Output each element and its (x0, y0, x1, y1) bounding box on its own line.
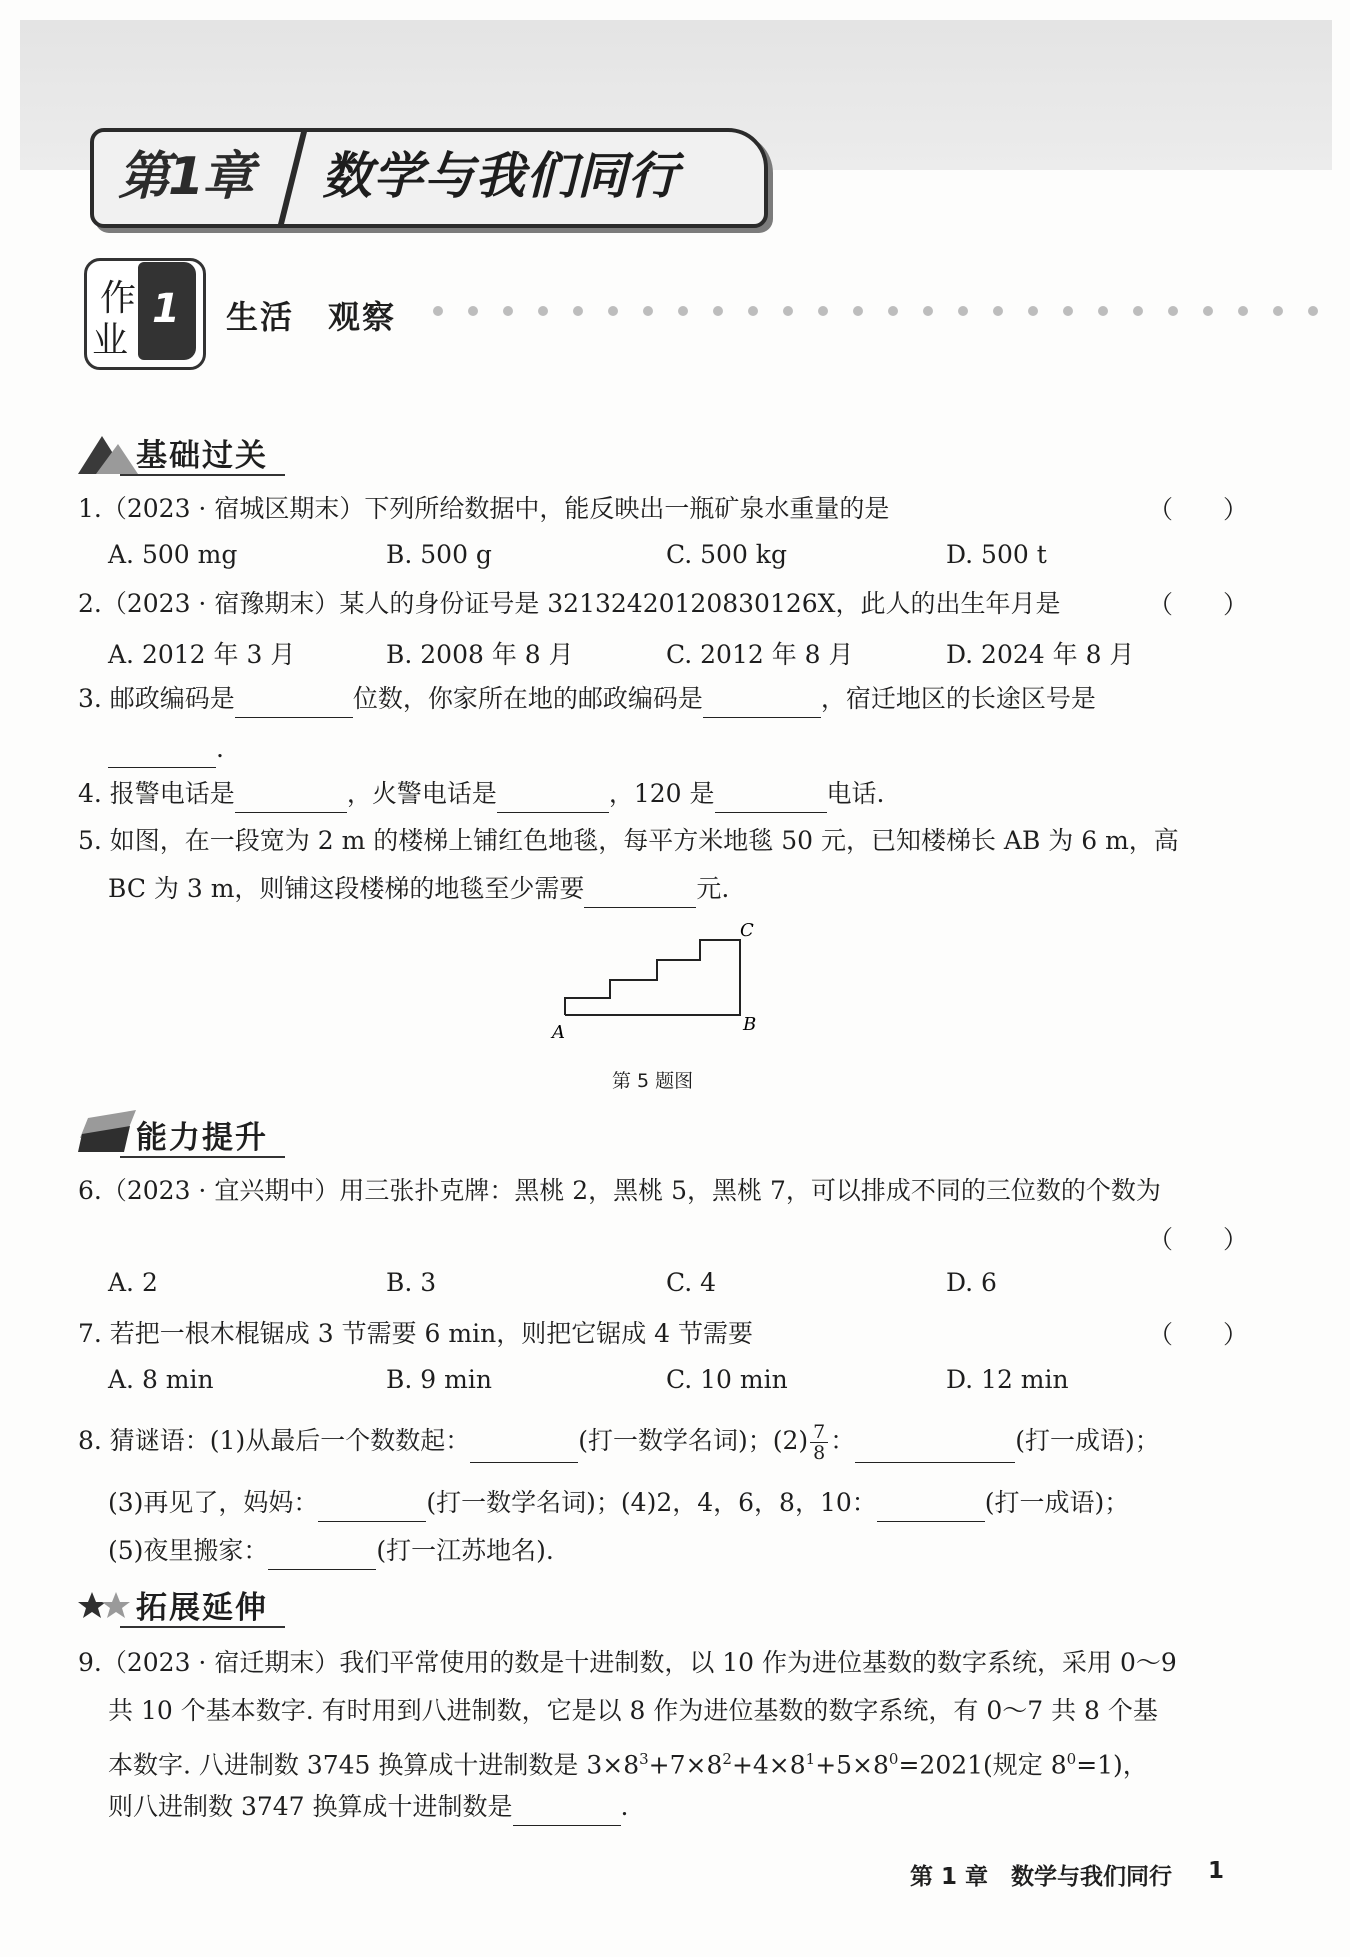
q1-option-a: A. 500 mg (108, 540, 238, 569)
triangle-section-icon (78, 432, 138, 476)
q8-blank-2[interactable] (855, 1432, 1015, 1463)
q8-text-7: (打一成语)； (984, 1488, 1130, 1517)
assignment-word-1: 作 (100, 278, 137, 319)
q7-option-a: A. 8 min (108, 1365, 214, 1394)
q1-option-c: C. 500 kg (666, 540, 787, 569)
question-3 (78, 680, 1096, 718)
q2-option-b: B. 2008 年 8 月 (386, 640, 574, 669)
question-9-line-4 (108, 1788, 628, 1826)
footer-chapter: 第 1 章 数学与我们同行 (910, 1864, 1173, 1890)
q3-blank-3[interactable] (108, 737, 216, 768)
q4-text-2: ，火警电话是 (346, 779, 497, 808)
question-1-stem: 1.（2023 · 宿城区期末）下列所给数据中，能反映出一瓶矿泉水重量的是 (78, 494, 890, 523)
fraction-denominator: 8 (813, 1442, 826, 1464)
q8-blank-3[interactable] (318, 1491, 426, 1522)
answer-bracket-7: （ ） (1148, 1320, 1249, 1349)
q8-blank-4[interactable] (877, 1491, 985, 1522)
q4-blank-3[interactable] (715, 782, 827, 813)
q5-blank[interactable] (584, 877, 696, 908)
q9-text-e: =2021(规定 8 (898, 1750, 1067, 1780)
chapter-title: 数学与我们同行 (322, 147, 679, 205)
exponent: 3 (639, 1750, 649, 1768)
q9-text-b: +7×8 (648, 1750, 723, 1780)
question-9-line-1: 9.（2023 · 宿迁期末）我们平常使用的数是十进制数，以 10 作为进位基数的数字系统，采用 0～9 (78, 1648, 1177, 1677)
q1-option-d: D. 500 t (946, 540, 1047, 569)
fraction-numerator: 7 (810, 1422, 828, 1443)
chapter-number: 第1章 (118, 147, 253, 207)
question-8-line-3 (108, 1532, 554, 1570)
q3-text-4: . (216, 734, 224, 763)
question-8-line-2 (108, 1484, 1129, 1522)
answer-bracket-2: （ ） (1148, 590, 1249, 619)
q8-text-6: (打一数学名词)；(4)2，4，6，8，10： (426, 1488, 877, 1517)
question-8-line-1 (78, 1422, 1160, 1463)
page-number: 1 (1208, 1858, 1225, 1884)
q9-text-c: +4×8 (731, 1750, 806, 1780)
question-5-line-2 (108, 870, 729, 908)
q9-text-a: 本数字. 八进制数 3745 换算成十进制数是 3×8 (108, 1750, 640, 1780)
q6-option-b: B. 3 (386, 1268, 437, 1297)
section-title-ability: 能力提升 (136, 1120, 268, 1156)
q7-option-c: C. 10 min (666, 1365, 788, 1394)
q5-text-2: 元. (696, 874, 730, 903)
section-underline (120, 1626, 285, 1628)
staircase-figure (540, 920, 770, 1050)
dotted-leader (430, 303, 1320, 319)
q6-option-d: D. 6 (946, 1268, 997, 1297)
q8-text-8: (5)夜里搬家： (108, 1536, 269, 1565)
q4-text-3: ，120 是 (608, 779, 715, 808)
exponent: 0 (888, 1750, 899, 1768)
assignment-number: 1 (152, 286, 180, 332)
q8-text-1: 8. 猜谜语：(1)从最后一个数数起： (78, 1426, 471, 1455)
q4-blank-2[interactable] (497, 782, 609, 813)
q3-text-3: ，宿迁地区的长途区号是 (820, 684, 1096, 713)
q3-text-1: 3. 邮政编码是 (78, 684, 235, 713)
label-c: C (740, 920, 754, 941)
question-9-line-2: 共 10 个基本数字. 有时用到八进制数，它是以 8 作为进位基数的数字系统，有 0～7 共 8 个基 (108, 1696, 1158, 1725)
q2-option-a: A. 2012 年 3 月 (108, 640, 296, 669)
section-title-extension: 拓展延伸 (136, 1590, 268, 1626)
star-section-icon (78, 1590, 140, 1620)
q4-text-1: 4. 报警电话是 (78, 779, 235, 808)
q9-text-h: . (620, 1792, 629, 1821)
q5-text-1: BC 为 3 m，则铺这段楼梯的地毯至少需要 (108, 874, 585, 903)
block-section-icon (78, 1108, 138, 1154)
q7-option-b: B. 9 min (386, 1365, 492, 1394)
q8-text-2: (打一数学名词)；(2) (578, 1426, 809, 1455)
exponent: 1 (805, 1750, 816, 1768)
q4-blank-1[interactable] (235, 782, 347, 813)
q3-blank-1[interactable] (235, 687, 353, 718)
q7-option-d: D. 12 min (946, 1365, 1069, 1394)
exponent: 0 (1066, 1750, 1077, 1768)
q2-option-c: C. 2012 年 8 月 (666, 640, 854, 669)
label-a: A (552, 1022, 565, 1043)
section-title-basic: 基础过关 (136, 438, 268, 474)
question-5-line-1: 5. 如图，在一段宽为 2 m 的楼梯上铺红色地毯，每平方米地毯 50 元，已知楼梯长 AB 为 6 m，高 (78, 826, 1179, 855)
figure-caption: 第 5 题图 (612, 1070, 694, 1092)
question-6-stem: 6.（2023 · 宜兴期中）用三张扑克牌：黑桃 2，黑桃 5，黑桃 7，可以排成不同的三位数的个数为 (78, 1176, 1161, 1205)
q4-text-4: 电话. (826, 779, 885, 808)
q3-blank-2[interactable] (703, 687, 821, 718)
answer-bracket-1: （ ） (1148, 495, 1249, 524)
q9-text-g: 则八进制数 3747 换算成十进制数是 (108, 1792, 513, 1821)
label-b: B (743, 1014, 757, 1035)
section-underline (120, 1156, 285, 1158)
question-2-stem: 2.（2023 · 宿豫期末）某人的身份证号是 32132420120830126X，此人的出生年月是 (78, 589, 1061, 618)
assignment-title: 生活 观察 (226, 298, 397, 336)
question-9-line-3 (108, 1740, 1148, 1784)
q8-text-4: (打一成语)； (1015, 1426, 1160, 1455)
q3-text-2: 位数，你家所在地的邮政编码是 (352, 684, 703, 713)
q1-option-b: B. 500 g (386, 540, 492, 569)
q2-option-d: D. 2024 年 8 月 (946, 640, 1135, 669)
q8-text-9: (打一江苏地名). (376, 1536, 554, 1565)
q8-blank-5[interactable] (268, 1539, 376, 1570)
fraction (810, 1422, 828, 1463)
section-underline (120, 474, 285, 476)
exponent: 2 (722, 1750, 732, 1768)
answer-bracket-6: （ ） (1148, 1225, 1249, 1254)
question-4 (78, 775, 884, 813)
q8-text-3: ： (830, 1426, 856, 1455)
q6-option-c: C. 4 (666, 1268, 717, 1297)
question-3-cont (108, 730, 224, 768)
q6-option-a: A. 2 (108, 1268, 158, 1297)
assignment-word-2: 业 (92, 320, 129, 361)
q9-text-d: +5×8 (815, 1750, 889, 1780)
question-7-stem: 7. 若把一根木棍锯成 3 节需要 6 min，则把它锯成 4 节需要 (78, 1319, 754, 1348)
q8-blank-1[interactable] (470, 1432, 578, 1463)
q8-text-5: (3)再见了，妈妈： (108, 1488, 319, 1517)
q9-blank[interactable] (513, 1795, 621, 1826)
q9-text-f: =1)， (1076, 1750, 1148, 1780)
